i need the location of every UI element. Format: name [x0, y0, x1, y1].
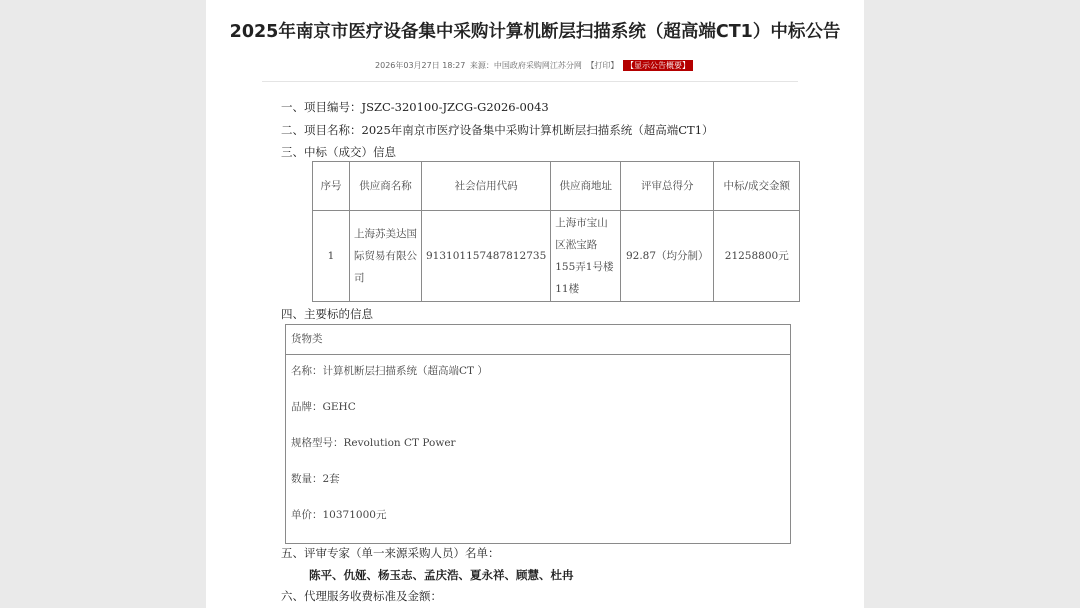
project-number-text: 一、项目编号：JSZC-320100-JZCG-G2026-0043 [281, 100, 549, 114]
page-title: 2025年南京市医疗设备集中采购计算机断层扫描系统（超高端CT1）中标公告 [229, 22, 841, 42]
project-number [281, 99, 549, 115]
subject-box [285, 324, 791, 544]
cell-supplier-name: 上海苏美达国际贸易有限公司 [350, 211, 422, 302]
project-name: 二、项目名称：2025年南京市医疗设备集中采购计算机断层扫描系统（超高端CT1） [281, 123, 714, 137]
winner-info-heading: 三、中标（成交）信息 [281, 145, 396, 159]
col-amount: 中标/成交金额 [714, 162, 800, 211]
cell-index: 1 [313, 211, 350, 302]
col-supplier-name: 供应商名称 [350, 162, 422, 211]
subject-brand: 品牌：GEHC [291, 401, 356, 413]
experts-list: 陈平、仇娅、杨玉志、孟庆浩、夏永祥、顾慧、杜冉 [309, 568, 574, 582]
divider [262, 81, 798, 82]
summary-badge-button[interactable]: 【显示公告概要】 [623, 60, 693, 71]
subject-quantity: 数量：2套 [291, 473, 340, 485]
source-label: 来源：中国政府采购网江苏分网 [469, 61, 582, 70]
subject-name: 名称：计算机断层扫描系统（超高端CT ） [291, 365, 488, 377]
announcement-page [206, 0, 864, 608]
subject-model: 规格型号：Revolution CT Power [291, 437, 456, 449]
winner-table [312, 161, 800, 302]
cell-address: 上海市宝山区淞宝路155弄1号楼11楼 [551, 211, 621, 302]
publish-date: 2026年03月27日 18:27 [375, 61, 466, 70]
subject-category: 货物类 [286, 325, 790, 355]
fees-heading: 六、代理服务收费标准及金额： [281, 589, 442, 603]
subject-unit-price: 单价：10371000元 [291, 509, 387, 521]
col-score: 评审总得分 [621, 162, 714, 211]
table-row [313, 211, 800, 302]
experts-heading: 五、评审专家（单一来源采购人员）名单： [281, 546, 500, 560]
print-link[interactable]: 【打印】 [586, 61, 619, 70]
meta-line [206, 60, 864, 71]
col-credit-code: 社会信用代码 [422, 162, 551, 211]
col-index: 序号 [313, 162, 350, 211]
col-address: 供应商地址 [551, 162, 621, 211]
table-header-row [313, 162, 800, 211]
cell-credit-code: 913101157487812735 [422, 211, 551, 302]
cell-score: 92.87（均分制） [621, 211, 714, 302]
subject-info-heading: 四、主要标的信息 [281, 307, 373, 321]
cell-amount: 21258800元 [714, 211, 800, 302]
